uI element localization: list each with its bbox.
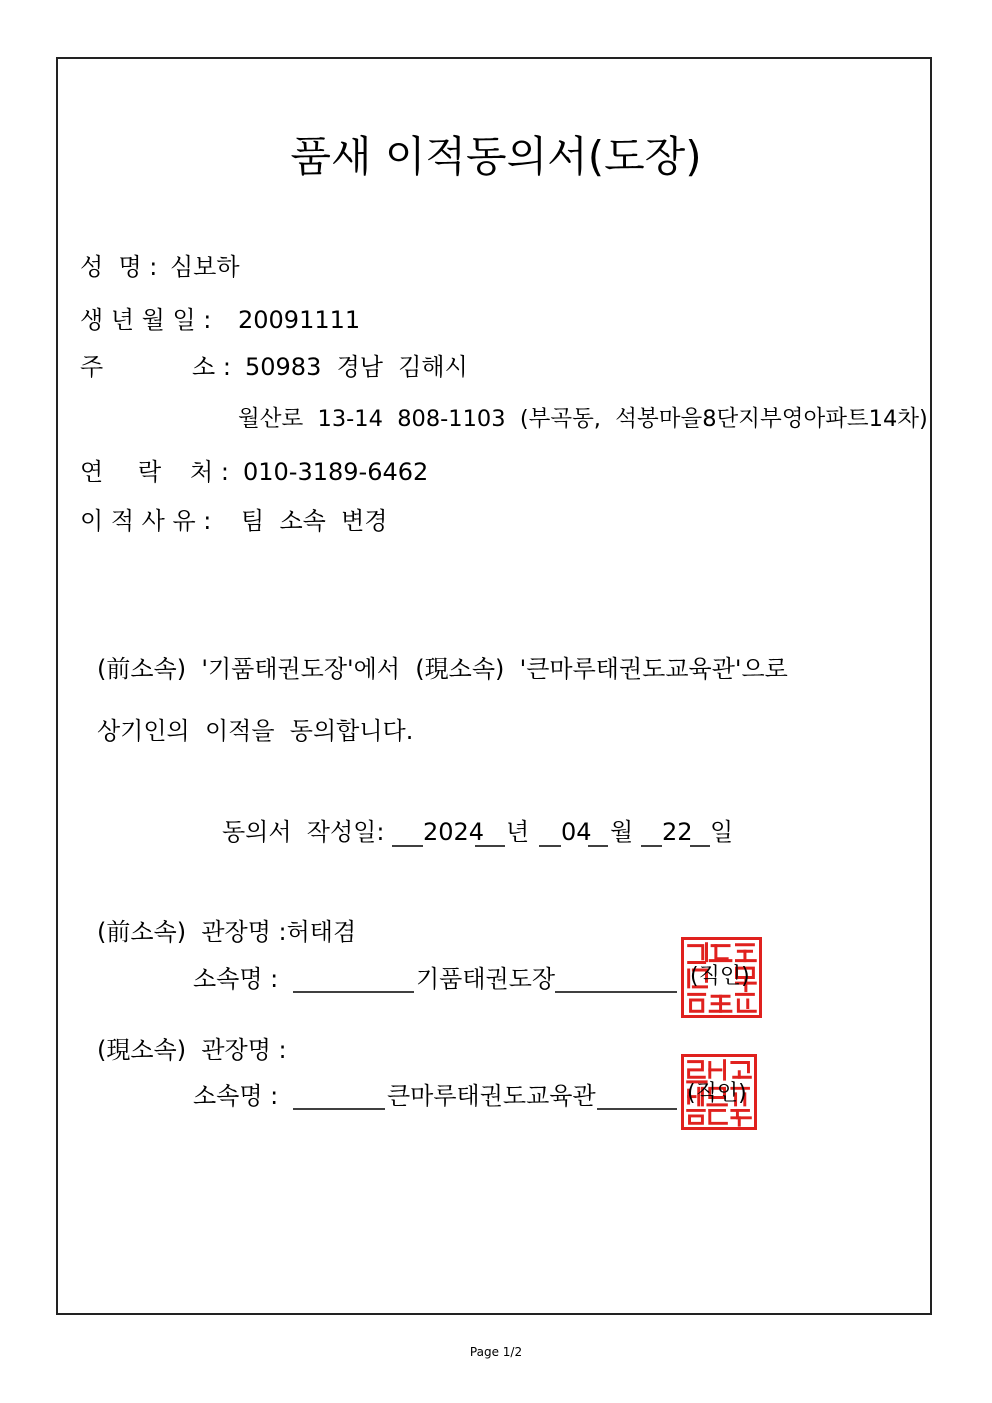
statement-line2: 상기인의 이적을 동의합니다. xyxy=(97,717,414,745)
reason-value: 팀 소속 변경 xyxy=(241,507,388,535)
document-border xyxy=(56,57,932,1315)
document-title: 품새 이적동의서(도장) xyxy=(290,132,702,181)
date-label: 동의서 작성일: xyxy=(222,818,385,846)
date-year: 2024 xyxy=(423,818,485,846)
current-director-line: (現소속) 관장명 : xyxy=(97,1036,287,1064)
current-org-label: 소속명 : xyxy=(193,1082,279,1110)
current-seal-label: (직인) xyxy=(687,1081,747,1106)
previous-seal-label: (직인) xyxy=(690,964,750,989)
previous-org-label: 소속명 : xyxy=(193,965,279,993)
date-day-unit: 일 xyxy=(710,818,734,846)
contact-label-first: 연 xyxy=(80,458,104,486)
date-year-unit: 년 xyxy=(506,818,530,846)
birth-label: 생 년 월 일 : xyxy=(80,306,212,334)
address-label-first: 주 xyxy=(80,353,104,381)
address-line1: 50983 경남 김해시 xyxy=(245,353,468,381)
date-month: 04 xyxy=(561,818,592,846)
previous-org-name: 기품태권도장 xyxy=(416,965,556,993)
address-label-second: 소 : xyxy=(192,353,231,381)
current-org-name: 큰마루태권도교육관 xyxy=(387,1082,596,1110)
contact-label-second: 락 xyxy=(138,458,162,486)
birth-value: 20091111 xyxy=(238,306,361,334)
contact-value: 010-3189-6462 xyxy=(243,458,429,486)
name-label: 성 명 : xyxy=(80,253,158,281)
statement-line1: (前소속) '기품태권도장'에서 (現소속) '큰마루태권도교육관'으로 xyxy=(97,655,788,683)
page-number: Page 1/2 xyxy=(469,1345,523,1359)
date-month-unit: 월 xyxy=(610,818,634,846)
contact-label-third: 처 : xyxy=(190,458,229,486)
name-value: 심보하 xyxy=(170,253,240,281)
date-day: 22 xyxy=(662,818,693,846)
address-line2: 월산로 13-14 808-1103 (부곡동, 석봉마을8단지부영아파트14차) xyxy=(238,406,928,432)
previous-director-line: (前소속) 관장명 :허태겸 xyxy=(97,918,357,946)
reason-label: 이 적 사 유 : xyxy=(80,507,212,535)
